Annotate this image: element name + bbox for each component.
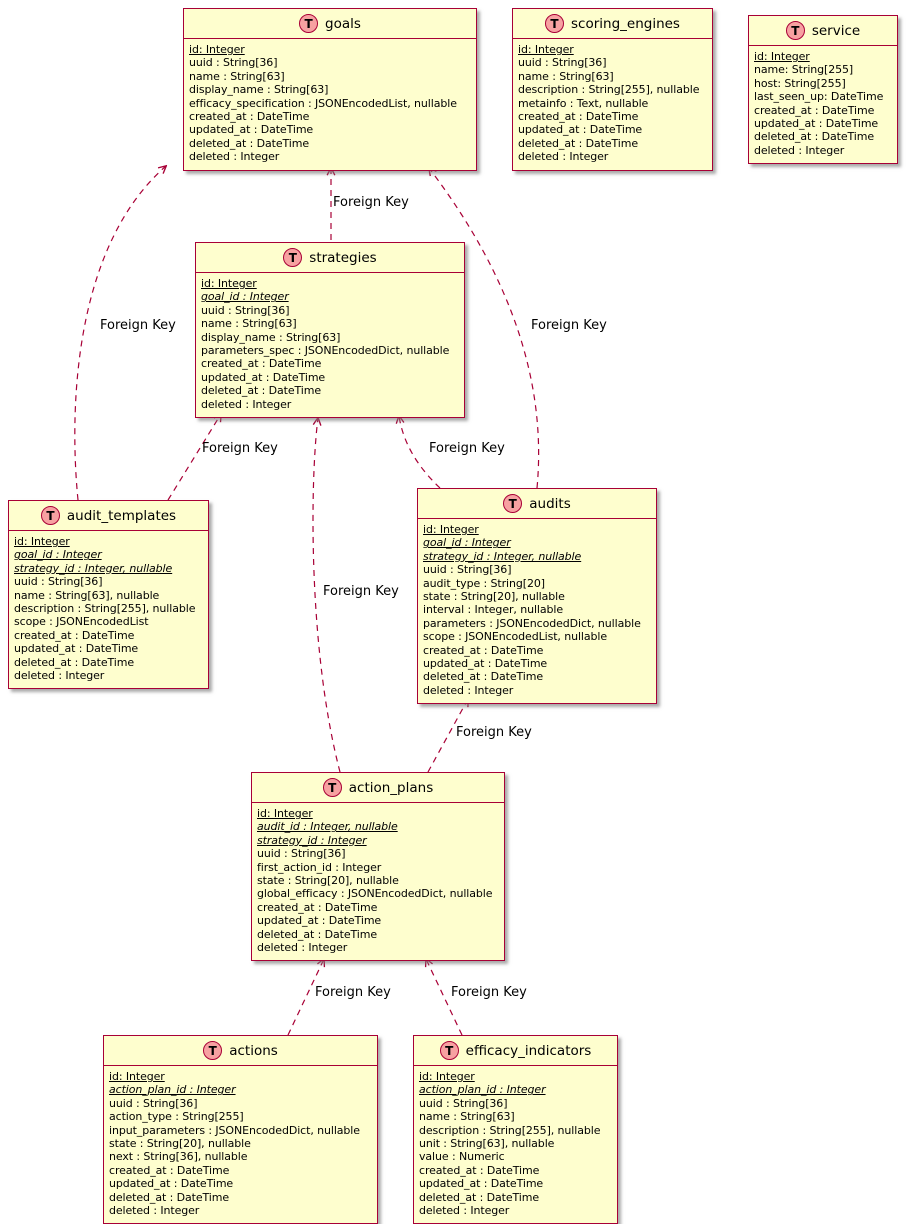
table-field: deleted_at : DateTime	[518, 136, 639, 150]
table-field: strategy_id : Integer, nullable	[423, 549, 582, 563]
table-field: deleted_at : DateTime	[754, 130, 875, 144]
table-title: strategies	[309, 249, 377, 266]
table-field: deleted : Integer	[14, 669, 105, 683]
table-field: name : String[63]	[518, 69, 614, 83]
table-field: name : String[63], nullable	[14, 588, 160, 602]
table-spot-icon: T	[786, 21, 805, 40]
table-field: created_at : DateTime	[201, 357, 322, 371]
table-header	[184, 9, 476, 39]
table-field: uuid : String[36]	[423, 563, 512, 577]
table-field: global_efficacy : JSONEncodedDict, nullable	[257, 887, 493, 901]
table-field: audit_id : Integer, nullable	[257, 820, 398, 834]
relationship-arrow-audit_templates-to-strategies	[168, 414, 221, 500]
table-fields	[184, 39, 476, 170]
foreign-key-label: Foreign Key	[451, 985, 527, 1000]
table-field: updated_at : DateTime	[201, 370, 326, 384]
table-field: uuid : String[36]	[109, 1096, 198, 1110]
table-fields	[9, 531, 208, 688]
table-field: parameters : JSONEncodedDict, nullable	[423, 616, 641, 630]
table-field: created_at : DateTime	[423, 643, 544, 657]
table-title: actions	[229, 1042, 278, 1059]
table-title: audits	[529, 495, 571, 512]
table-field: strategy_id : Integer	[257, 833, 367, 847]
table-field: updated_at : DateTime	[257, 914, 382, 928]
table-field: uuid : String[36]	[201, 303, 290, 317]
table-title: scoring_engines	[571, 15, 680, 32]
table-spot-icon: T	[323, 778, 342, 797]
table-header	[414, 1036, 617, 1066]
table-field: name : String[63]	[201, 317, 297, 331]
table-field: created_at : DateTime	[754, 103, 875, 117]
table-field: name : String[63]	[419, 1110, 515, 1124]
table-field: deleted : Integer	[109, 1204, 200, 1218]
table-field: value : Numeric	[419, 1150, 505, 1164]
table-header	[196, 243, 464, 273]
table-field: display_name : String[63]	[201, 330, 341, 344]
table-field: updated_at : DateTime	[109, 1177, 234, 1191]
table-field: deleted : Integer	[189, 150, 280, 164]
table-fields	[513, 39, 712, 170]
table-spot-icon: T	[503, 494, 522, 513]
table-spot-icon: T	[203, 1041, 222, 1060]
table-header	[513, 9, 712, 39]
table-field: scope : JSONEncodedList	[14, 615, 149, 629]
table-field: last_seen_up: DateTime	[754, 90, 884, 104]
table-fields	[418, 519, 656, 703]
table-field: id: Integer	[423, 523, 479, 536]
table-field: goal_id : Integer	[201, 290, 289, 304]
table-field: uuid : String[36]	[14, 575, 103, 589]
table-field: deleted : Integer	[518, 150, 609, 164]
table-strategies	[195, 242, 465, 418]
table-field: goal_id : Integer	[423, 536, 511, 550]
foreign-key-label: Foreign Key	[100, 318, 176, 333]
table-fields	[414, 1066, 617, 1223]
table-field: description : String[255], nullable	[419, 1123, 601, 1137]
table-scoring_engines	[512, 8, 713, 171]
foreign-key-label: Foreign Key	[323, 584, 399, 599]
table-field: id: Integer	[201, 277, 257, 290]
table-field: id: Integer	[754, 50, 810, 63]
table-field: action_plan_id : Integer	[109, 1083, 236, 1097]
table-spot-icon: T	[545, 14, 564, 33]
foreign-key-label: Foreign Key	[315, 985, 391, 1000]
table-field: input_parameters : JSONEncodedDict, nullable	[109, 1123, 360, 1137]
table-field: updated_at : DateTime	[419, 1177, 544, 1191]
table-field: deleted : Integer	[257, 941, 348, 955]
table-header	[252, 773, 504, 803]
table-field: id: Integer	[14, 535, 70, 548]
foreign-key-label: Foreign Key	[202, 441, 278, 456]
table-fields	[252, 803, 504, 960]
table-field: created_at : DateTime	[14, 628, 135, 642]
table-actions	[103, 1035, 378, 1224]
table-title: action_plans	[348, 779, 434, 796]
table-field: deleted_at : DateTime	[257, 927, 378, 941]
table-field: created_at : DateTime	[419, 1163, 540, 1177]
table-audits	[417, 488, 657, 704]
table-spot-icon: T	[299, 14, 318, 33]
table-field: updated_at : DateTime	[518, 123, 643, 137]
table-field: scope : JSONEncodedList, nullable	[423, 630, 608, 644]
foreign-key-label: Foreign Key	[333, 195, 409, 210]
table-audit_templates	[8, 500, 209, 689]
table-field: name : String[63]	[189, 69, 285, 83]
table-field: deleted_at : DateTime	[419, 1190, 540, 1204]
table-field: host: String[255]	[754, 76, 846, 90]
table-goals	[183, 8, 477, 171]
table-field: state : String[20], nullable	[109, 1137, 251, 1151]
table-service	[748, 15, 898, 164]
table-title: goals	[325, 15, 361, 32]
foreign-key-label: Foreign Key	[429, 441, 505, 456]
table-field: uuid : String[36]	[257, 847, 346, 861]
relationship-arrow-audit_templates-to-goals	[75, 166, 166, 500]
table-field: action_plan_id : Integer	[419, 1083, 546, 1097]
table-field: action_type : String[255]	[109, 1110, 244, 1124]
table-field: audit_type : String[20]	[423, 576, 545, 590]
table-field: parameters_spec : JSONEncodedDict, nullable	[201, 344, 450, 358]
table-field: id: Integer	[419, 1070, 475, 1083]
table-efficacy_indicators	[413, 1035, 618, 1224]
table-header	[9, 501, 208, 531]
table-field: uuid : String[36]	[189, 56, 278, 70]
table-field: id: Integer	[518, 43, 574, 56]
table-field: display_name : String[63]	[189, 83, 329, 97]
table-field: deleted : Integer	[423, 683, 514, 697]
table-action_plans	[251, 772, 505, 961]
table-field: id: Integer	[109, 1070, 165, 1083]
table-field: uuid : String[36]	[419, 1096, 508, 1110]
table-field: deleted_at : DateTime	[109, 1190, 230, 1204]
table-header	[749, 16, 897, 46]
table-field: deleted_at : DateTime	[14, 655, 135, 669]
table-field: updated_at : DateTime	[423, 657, 548, 671]
table-field: efficacy_specification : JSONEncodedList, nullable	[189, 96, 457, 110]
table-header	[418, 489, 656, 519]
table-field: updated_at : DateTime	[14, 642, 139, 656]
table-fields	[196, 273, 464, 417]
table-field: goal_id : Integer	[14, 548, 102, 562]
table-field: created_at : DateTime	[257, 900, 378, 914]
table-field: deleted_at : DateTime	[189, 136, 310, 150]
table-header	[104, 1036, 377, 1066]
table-field: id: Integer	[257, 807, 313, 820]
table-spot-icon: T	[283, 248, 302, 267]
table-field: deleted_at : DateTime	[201, 384, 322, 398]
table-spot-icon: T	[440, 1041, 459, 1060]
table-field: name: String[255]	[754, 63, 854, 77]
table-field: deleted : Integer	[754, 143, 845, 157]
table-field: deleted_at : DateTime	[423, 670, 544, 684]
table-fields	[749, 46, 897, 163]
table-field: state : String[20], nullable	[257, 874, 399, 888]
table-field: created_at : DateTime	[109, 1163, 230, 1177]
table-field: first_action_id : Integer	[257, 860, 382, 874]
table-field: strategy_id : Integer, nullable	[14, 561, 173, 575]
table-field: deleted : Integer	[419, 1204, 510, 1218]
table-field: description : String[255], nullable	[14, 602, 196, 616]
table-field: id: Integer	[189, 43, 245, 56]
table-title: audit_templates	[66, 507, 177, 524]
table-title: efficacy_indicators	[465, 1042, 592, 1059]
table-field: created_at : DateTime	[189, 110, 310, 124]
table-field: state : String[20], nullable	[423, 590, 565, 604]
table-field: deleted : Integer	[201, 397, 292, 411]
table-field: description : String[255], nullable	[518, 83, 700, 97]
table-title: service	[811, 22, 861, 39]
table-field: interval : Integer, nullable	[423, 603, 564, 617]
table-field: unit : String[63], nullable	[419, 1137, 555, 1151]
table-field: metainfo : Text, nullable	[518, 96, 649, 110]
table-fields	[104, 1066, 377, 1223]
table-field: created_at : DateTime	[518, 110, 639, 124]
table-field: updated_at : DateTime	[189, 123, 314, 137]
foreign-key-label: Foreign Key	[531, 318, 607, 333]
table-spot-icon: T	[41, 506, 60, 525]
table-field: updated_at : DateTime	[754, 117, 879, 131]
table-field: uuid : String[36]	[518, 56, 607, 70]
foreign-key-label: Foreign Key	[456, 725, 532, 740]
table-field: next : String[36], nullable	[109, 1150, 248, 1164]
